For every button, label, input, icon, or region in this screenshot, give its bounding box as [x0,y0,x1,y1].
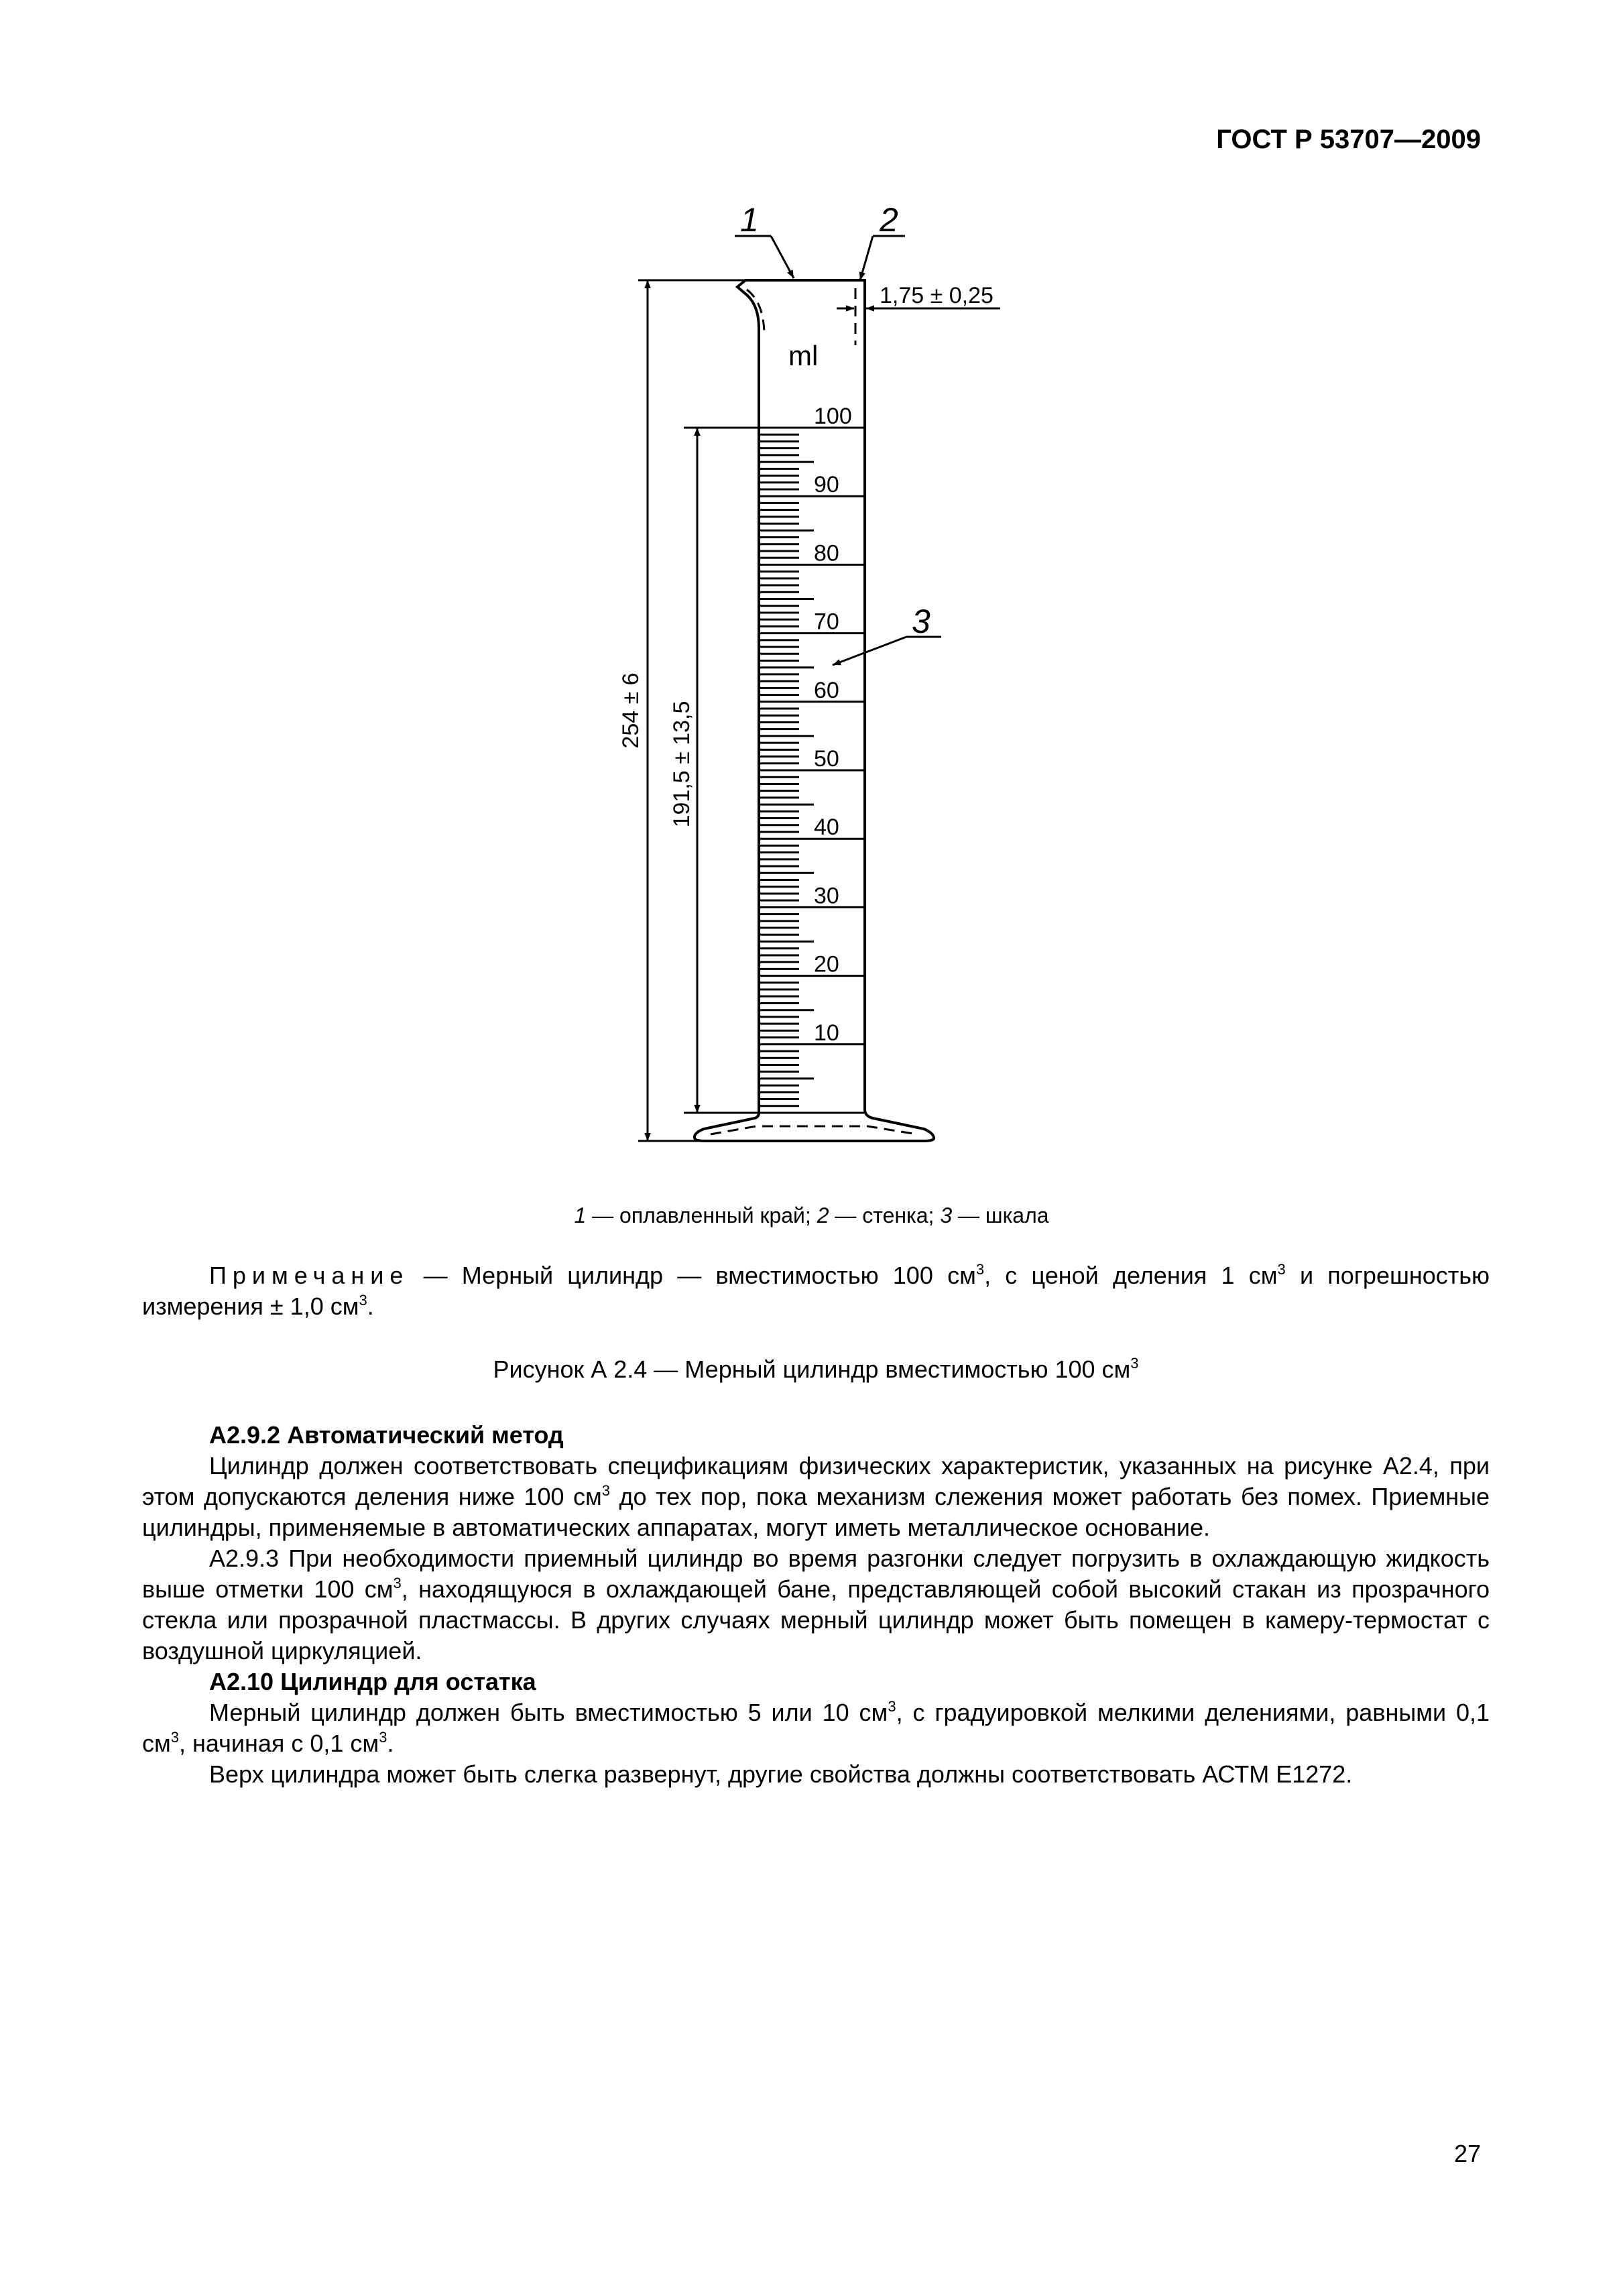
scale-label: 50 [814,746,839,772]
unit-label: ml [788,340,819,371]
scale-label: 60 [814,677,839,703]
scale-label: 40 [814,814,839,841]
scale-label: 20 [814,951,839,977]
wall-thickness-dimension: 1,75 ± 0,25 [880,283,994,308]
scale-length-dimension: 191,5 ± 13,5 [669,701,695,828]
section-a2-9-2-heading: А2.9.2 Автоматический метод [209,1421,564,1449]
figure-legend: 1 — оплавленный край; 2 — стенка; 3 — шкала [574,1203,1049,1227]
total-height-dimension: 254 ± 6 [618,672,644,749]
figure-note: Примечание — Мерный цилиндр — вместимостью 100 $см^3$, с ценой деления 1 $см^3$ и погрешностью измерения ± 1,0 $см^3$. [142,1261,1490,1320]
scale-label: 100 [814,404,852,429]
document-id: ГОСТ Р 53707—2009 [1216,125,1481,154]
scale-labels [814,404,852,1046]
callout-3: 3 [912,603,930,640]
scale-label: 90 [814,472,839,498]
scale-label: 70 [814,609,839,635]
scale-label: 30 [814,883,839,909]
callout-1: 1 [740,201,759,239]
section-a2-10-heading: А2.10 Цилиндр для остатка [209,1668,536,1695]
section-a2-9-2-body: Цилиндр должен соответствовать спецификациям физических характеристик, указанных на рисунке А2.4, при этом допускаются деления ниже 100 $см^3$ до тех пор, пока механизм слежения может работать без помех. Приемные цилиндры, применяемые в автоматических аппаратах, могут иметь металлическое основание. [142,1452,1490,1541]
page-number: 27 [1453,2140,1481,2167]
scale-ticks [759,428,865,1113]
figure-caption: Рисунок А 2.4 — Мерный цилиндр вместимостью 100 $см^3$ [493,1355,1139,1383]
scale-label: 10 [814,1020,839,1046]
scale-label: 80 [814,540,839,566]
section-a2-9-3-body: А2.9.3 При необходимости приемный цилиндр во время разгонки следует погрузить в охлаждающую жидкость выше отметки 100 $см^3$, находящуюся в охлаждающей бане, представляющей собой высокий стакан из прозрачного стекла или прозрачной пластмассы. В других случаях мерный цилиндр может быть помещен в камеру-термостат с воздушной циркуляцией. [142,1545,1490,1665]
callout-2: 2 [880,201,898,239]
section-a2-10-body: Мерный цилиндр должен быть вместимостью 5 или 10 $см^3$, с градуировкой мелкими делениями, равными 0,1 $см^3$, начиная с 0,1 $см^3$. [142,1698,1490,1757]
section-a2-10-body-2: Верх цилиндра может быть слегка развернут, другие свойства должны соответствовать АСТМ Е1272. [209,1760,1353,1788]
